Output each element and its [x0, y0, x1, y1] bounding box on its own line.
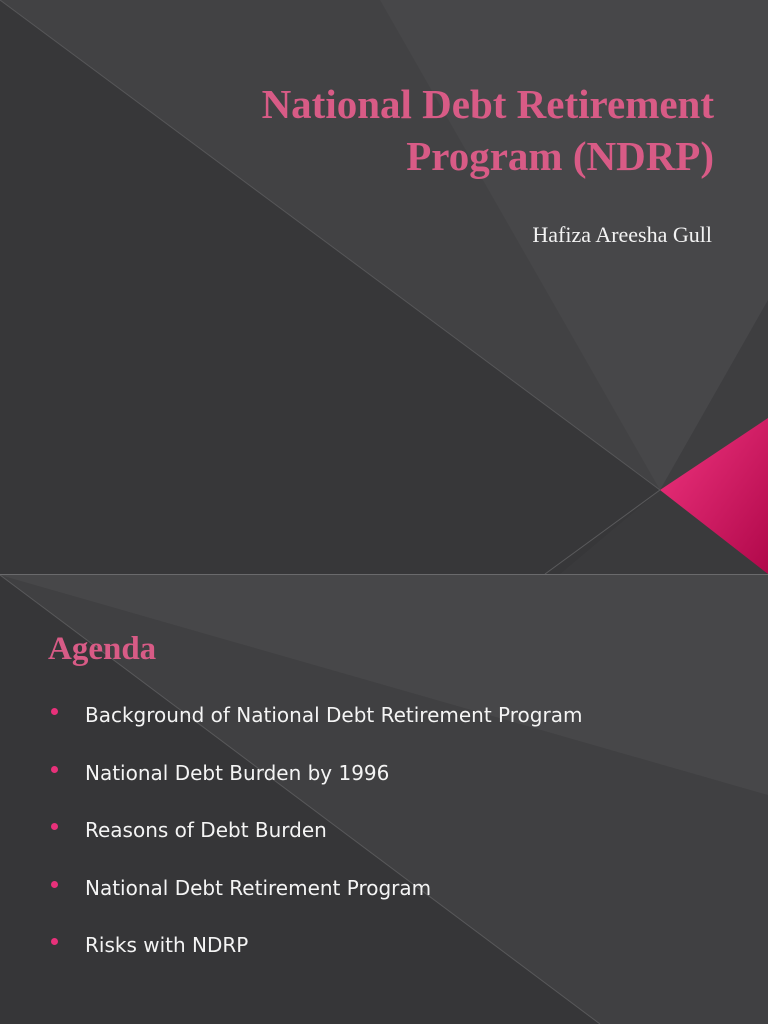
agenda-item [48, 929, 582, 987]
bullet-icon [51, 766, 58, 773]
agenda-slide [0, 575, 768, 1024]
slide-title [94, 78, 714, 182]
agenda-item-text: Risks with NDRP [85, 933, 249, 957]
slide-title-line-1: National Debt Retirement [261, 81, 714, 127]
bullet-icon [51, 938, 58, 945]
author-name: Hafiza Areesha Gull [532, 222, 712, 247]
agenda-heading: Agenda [48, 631, 157, 667]
slide-title-line-2: Program (NDRP) [406, 133, 714, 179]
agenda-list [48, 699, 582, 987]
agenda-item-text: National Debt Burden by 1996 [85, 760, 390, 785]
agenda-item-text: Background of National Debt Retirement Program [85, 703, 583, 727]
agenda-item-text: Reasons of Debt Burden [85, 818, 327, 842]
bullet-icon [51, 881, 58, 888]
agenda-item [48, 757, 582, 815]
agenda-item [48, 699, 582, 757]
agenda-item [48, 872, 582, 930]
agenda-item-text: National Debt Retirement Program [85, 875, 432, 900]
agenda-item [48, 814, 582, 872]
bullet-icon [51, 708, 58, 715]
bullet-icon [51, 823, 58, 830]
